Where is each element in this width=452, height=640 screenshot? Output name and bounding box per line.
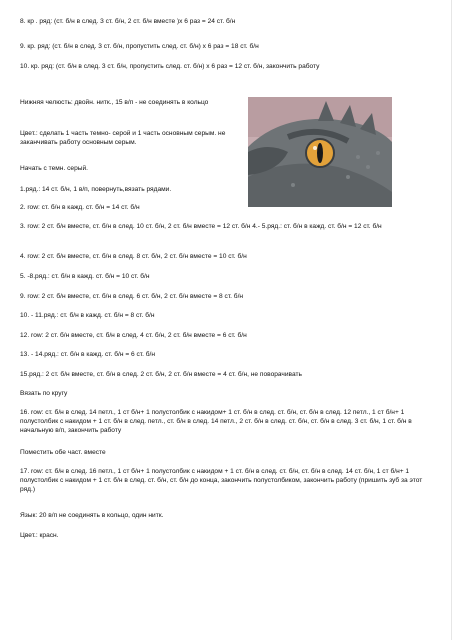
knit-in-round: Вязать по кругу [20, 390, 68, 397]
jaw-row-4: 4. row: 2 ст. б/н вместе, ст. б/н в след. 8 ст. б/н, 2 ст. б/н вместе = 10 ст. б/н [20, 253, 247, 260]
pattern-line-row-10: 10. кр. ряд: (ст. б/н в след. 3 ст. б/н, пропустить след. ст. б/н) х 6 раз = 12 ст. б/н, закончить работу [20, 63, 320, 70]
jaw-row-15: 15.ряд.: 2 ст. б/н вместе, ст. б/н в след. 2 ст. б/н, 2 ст. б/н вместе = 4 ст. б/н, не поворачивать [20, 371, 302, 378]
pattern-line-row-9: 9. кр. ряд: (ст. б/н в след. 3 ст. б/н, пропустить след. ст. б/н) х 6 раз = 18 ст. б/н [20, 43, 259, 50]
color-instruction: Цвет.: сделать 1 часть темно- серой и 1 часть основным серым. не заканчивать работу основным серым. [20, 130, 226, 146]
jaw-row-12: 12. row: 2 ст. б/н вместе, ст. б/н в след. 4 ст. б/н, 2 ст. б/н вместе = 6 ст. б/н [20, 332, 247, 339]
tongue-instruction: Язык: 20 в/п не соединять в кольцо, один нитк. [20, 512, 164, 519]
jaw-row-16: 16. row: ст. б/н в след. 14 петл., 1 ст б/н+ 1 полустолбик с накидом+ 1 ст. б/н в след. ст. б/н, ст. б/н в след. 12 петл., 1 ст б/н+ 1 полустолбик с накидом + 1 ст. б/н в след. петл., ст. б/н в след. 14 петл., 2 ст. б/н в след. ст. б/н, ст. б/н в след. 3 ст. б/н, 1 ст. б/н в начальную в/п, закончить работу [20, 409, 412, 434]
jaw-row-2: 2. row: ст. б/н в кажд. ст. б/н = 14 ст. б/н [20, 204, 140, 211]
join-both-parts: Поместить обе част. вместе [20, 449, 106, 456]
jaw-row-9: 9. row: 2 ст. б/н вместе, ст. б/н в след. 6 ст. б/н, 2 ст. б/н вместе = 8 ст. б/н [20, 293, 244, 300]
crochet-dragon-photo [248, 97, 392, 207]
jaw-row-3: 3. row: 2 ст. б/н вместе, ст. б/н в след. 10 ст. б/н, 2 ст. б/н вместе = 12 ст. б/н 4.- 5.ряд.: ст. б/н в кажд. ст. б/н = 12 ст. б/н [20, 223, 382, 230]
start-dark-gray: Начать с темн. серый. [20, 165, 88, 172]
jaw-row-10-11: 10. - 11.ряд.: ст. б/н в кажд. ст. б/н = 8 ст. б/н [20, 312, 155, 319]
section-heading-lower-jaw: Нижняя челюсть: двойн. нитк., 15 в/п - не соединять в кольцо [20, 99, 209, 106]
dragon-head-illustration [248, 97, 392, 207]
jaw-row-5-8: 5. -8.ряд.: ст. б/н в кажд. ст. б/н = 10 ст. б/н [20, 273, 150, 280]
jaw-row-1: 1.ряд.: 14 ст. б/н, 1 в/п, повернуть,вязать рядами. [20, 186, 172, 193]
tongue-color: Цвет.: красн. [20, 532, 59, 539]
pattern-line-row-8: 8. кр . ряд: (ст. б/н в след. 3 ст. б/н, 2 ст. б/н вместе )х 6 раз = 24 ст. б/н [20, 18, 236, 25]
jaw-row-17: 17. row: ст. б/н в след. 16 петл., 1 ст б/н+ 1 полустолбик с накидом + 1 ст. б/н в след. ст. б/н, ст. б/н в след. 14 ст. б/н, 1 ст б/н+ 1 полустолбик с накидом + 1 ст. б/н в след. ст. б/н, ст. б/н до конца, закончить полустолбиком, закончить работу (пришить зуб за этот ряд.) [20, 468, 423, 493]
jaw-row-13-14: 13. - 14.ряд.: ст. б/н в кажд. ст. б/н = 6 ст. б/н [20, 351, 155, 358]
